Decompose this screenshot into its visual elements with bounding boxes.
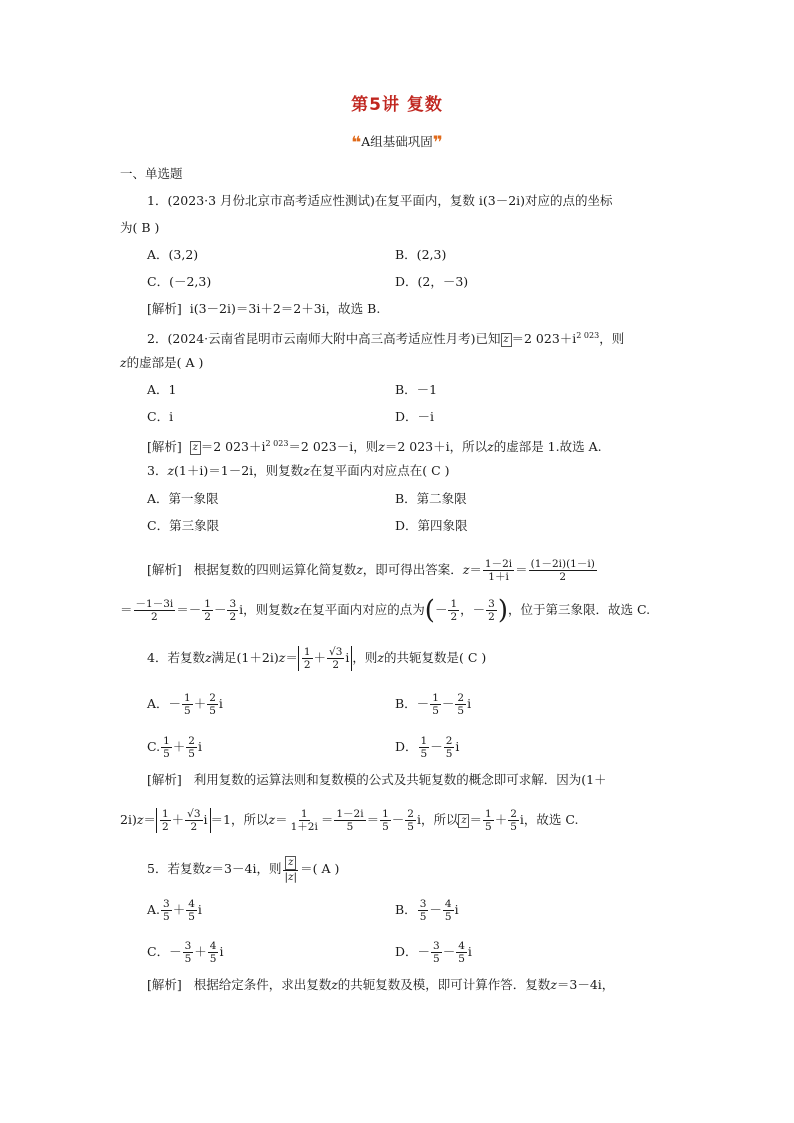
close-quote-icon: ❞ xyxy=(432,133,443,153)
conjugate-z-icon: z xyxy=(501,333,512,347)
q5-option-d: D．－ $\frac{3}{5}$ － $\frac{4}{5}$ i xyxy=(395,940,472,965)
explanation-label: [解析] xyxy=(147,301,182,316)
conjugate-z-icon: z xyxy=(190,441,201,455)
group-heading xyxy=(0,134,794,151)
q5-option-c: C．－ $\frac{3}{5}$ ＋ $\frac{4}{5}$ i xyxy=(147,940,224,965)
q4-option-d: D． $\frac{1}{5}$ － $\frac{2}{5}$ i xyxy=(395,735,460,760)
q1-option-b: B．(2,3) xyxy=(395,247,447,262)
q2-stem: 2．(2024·云南省昆明市云南师大附中高三高考适应性月考)已知 z ＝2 $023+i^{2 023}$，则 xyxy=(147,331,625,347)
q2-option-c: C．i xyxy=(147,409,174,424)
q5-option-a: A. $\frac{3}{5}$ ＋ $\frac{4}{5}$ i xyxy=(147,898,202,923)
conjugate-z-icon: z xyxy=(458,814,469,828)
q3-explanation-cont: ＝ $\frac{-1-3i}{2}$ ＝－ $\frac{1}{2}$ － $\frac{3}{2}$ i，则复数z在复平面内对应的点为(－ $\frac{1}{2}$ ，－ $\frac{3}{2}$ )，位于第三象限．故选 C. xyxy=(120,595,651,626)
q3-stem: 3．z(1＋i)＝1－2i，则复数z在复平面内对应点在( C ) xyxy=(147,463,450,478)
page-title: 第5讲 复数 xyxy=(351,95,443,115)
open-quote-icon: ❝ xyxy=(351,133,362,153)
q1-option-c: C．(－2,3) xyxy=(147,274,212,289)
q1-stem-cont: 为( B ) xyxy=(120,220,160,235)
q2-option-a: A．1 xyxy=(147,382,177,397)
q5-stem: 5．若复数z＝3－4i，则 $\frac{z}{|z|}$ ＝( A ) xyxy=(147,857,340,883)
q2-explanation: [解析] z ＝2 $023+i^{2 023}=2$ 023－i，则z＝2 023＋i，所以z的虚部是 1.故选 A. xyxy=(147,439,602,455)
q4-stem: 4．若复数z满足(1＋2i)z＝ $\frac{1}{2}$ ＋ $\frac{√3}{2}$ i ，则z的共轭复数是( C ) xyxy=(147,646,487,671)
q4-option-c: C. $\frac{1}{5}$ ＋ $\frac{2}{5}$ i xyxy=(147,735,202,760)
q5-explanation: [解析] 根据给定条件，求出复数z的共轭复数及模，即可计算作答．复数z＝3－4i， xyxy=(147,977,615,992)
q3-option-a: A．第一象限 xyxy=(147,491,219,506)
q1-option-d: D．(2，－3) xyxy=(395,274,469,289)
q2-option-b: B．－1 xyxy=(395,382,438,397)
q4-explanation: [解析] 利用复数的运算法则和复数模的公式及共轭复数的概念即可求解．因为(1＋ xyxy=(147,772,607,787)
section-heading: 一、单选题 xyxy=(120,166,183,181)
group-label: A组基础巩固 xyxy=(361,134,433,149)
q4-explanation-cont: 2i)z＝ $\frac{1}{2}$ ＋ $\frac{√3}{2}$ i ＝1，所以z＝ $\frac{1}{1+2i}$ ＝ $\frac{1-2i}{5}$ ＝ $\frac{1}{5}$ － $\frac{2}{5}$ i，所以 z ＝ $\frac{1}{5}$ ＋ $\frac{2}{5}$ i，故选 C. xyxy=(120,808,579,833)
q2-stem-cont: z的虚部是( A ) xyxy=(120,355,204,370)
conjugate-z-icon: z xyxy=(285,856,296,870)
q3-explanation: [解析] 根据复数的四则运算化简复数z，即可得出答案．z＝ $\frac{1-2i}{1+i}$ ＝ $\frac{(1-2i)(1-i)}{2}$ xyxy=(147,558,595,583)
q4-option-a: A．－ $\frac{1}{5}$ ＋ $\frac{2}{5}$ i xyxy=(147,692,223,717)
q1-explanation: [解析] i(3－2i)＝3i＋2＝2＋3i，故选 B. xyxy=(147,301,381,316)
q1-stem: 1．(2023·3 月份北京市高考适应性测试)在复平面内，复数 i(3－2i)对应的点的坐标 xyxy=(147,193,613,208)
q1-option-a: A．(3,2) xyxy=(147,247,199,262)
q3-option-c: C．第三象限 xyxy=(147,518,220,533)
q5-option-b: B． $\frac{3}{5}$ － $\frac{4}{5}$ i xyxy=(395,898,459,923)
q2-option-d: D．－i xyxy=(395,409,435,424)
q4-option-b: B．－ $\frac{1}{5}$ － $\frac{2}{5}$ i xyxy=(395,692,472,717)
q3-option-d: D．第四象限 xyxy=(395,518,468,533)
q3-option-b: B．第二象限 xyxy=(395,491,467,506)
